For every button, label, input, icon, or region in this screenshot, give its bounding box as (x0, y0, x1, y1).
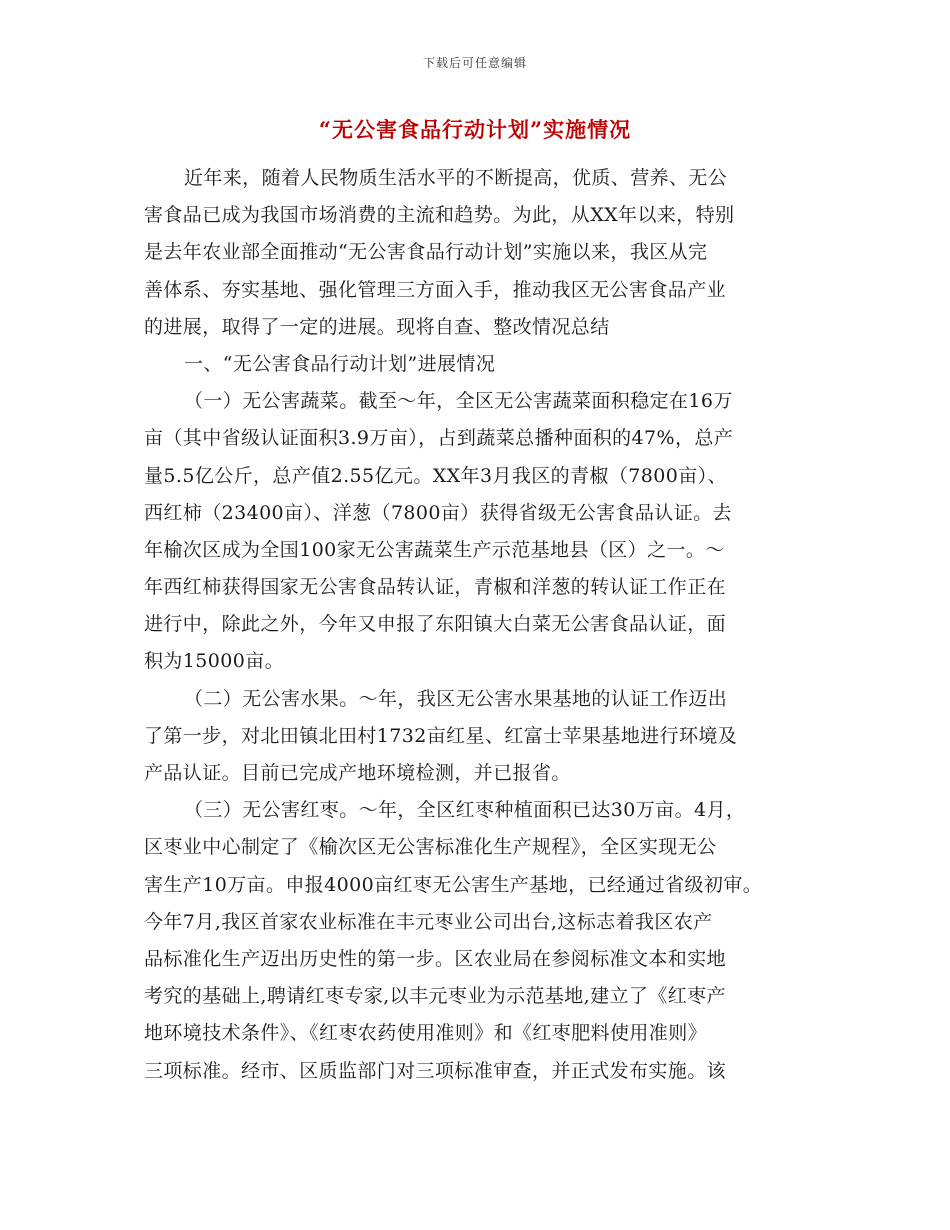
text-line: 量5.5亿公斤，总产值2.55亿元。XX年3月我区的青椒（7800亩）、 (144, 464, 727, 487)
text-line: 近年来，随着人民物质生活水平的不断提高，优质、营养、无公 (184, 167, 728, 189)
text-line: 了第一步，对北田镇北田村1732亩红星、红富士苹果基地进行环境及 (144, 724, 738, 747)
text-line: 年榆次区成为全国100家无公害蔬菜生产示范基地县（区）之一。～ (144, 538, 725, 561)
text-line: 是去年农业部全面推动“无公害食品行动计划”实施以来，我区从完 (144, 241, 708, 264)
text-line: 积为15000亩。 (144, 650, 285, 673)
text-line: 年西红柿获得国家无公害食品转认证，青椒和洋葱的转认证工作正在 (144, 576, 727, 599)
text-line: 地环境技术条件》、《红枣农药使用准则》和《红枣肥料使用准则》 (144, 1022, 708, 1045)
text-line: 的进展，取得了一定的进展。现将自查、整改情况总结 (144, 315, 610, 338)
text-line: 害生产10万亩。申报4000亩红枣无公害生产基地，已经通过省级初审。 (144, 873, 763, 896)
text-line: 今年7月,我区首家农业标准在丰元枣业公司出台,这标志着我区农产 (144, 910, 713, 933)
document-body (144, 160, 824, 1090)
text-line: 区枣业中心制定了《榆次区无公害标准化生产规程》，全区实现无公 (144, 836, 717, 859)
text-line: （二）无公害水果。～年，我区无公害水果基地的认证工作迈出 (184, 687, 728, 710)
text-line: 西红柿（23400亩）、洋葱（7800亩）获得省级无公害食品认证。去 (144, 501, 732, 524)
header-note: 下载后可任意编辑 (422, 56, 527, 70)
text-line: 三项标准。经市、区质监部门对三项标准审查，并正式发布实施。该 (144, 1059, 727, 1082)
text-line: 亩（其中省级认证面积3.9万亩），占到蔬菜总播种面积的47%，总产 (144, 427, 734, 450)
text-line: 考究的基础上,聘请红枣专家,以丰元枣业为示范基地,建立了《红枣产 (144, 985, 726, 1008)
text-line: （一）无公害蔬菜。截至～年，全区无公害蔬菜面积稳定在16万 (184, 390, 733, 413)
text-line: 害食品已成为我国市场消费的主流和趋势。为此，从XX年以来，特别 (144, 204, 735, 227)
text-line: 产品认证。目前已完成产地环境检测，并已报省。 (144, 762, 571, 784)
text-line: （三）无公害红枣。～年，全区红枣种植面积已达30万亩。4月， (184, 799, 746, 822)
document-title: “无公害食品行动计划”实施情况 (318, 117, 632, 142)
text-line: 一、“无公害食品行动计划”进展情况 (184, 352, 496, 375)
text-line: 善体系、夯实基地、强化管理三方面入手，推动我区无公害食品产业 (144, 278, 727, 301)
text-line: 进行中，除此之外，今年又申报了东阳镇大白菜无公害食品认证，面 (144, 613, 727, 636)
text-line: 品标准化生产迈出历史性的第一步。区农业局在参阅标准文本和实地 (144, 947, 727, 970)
